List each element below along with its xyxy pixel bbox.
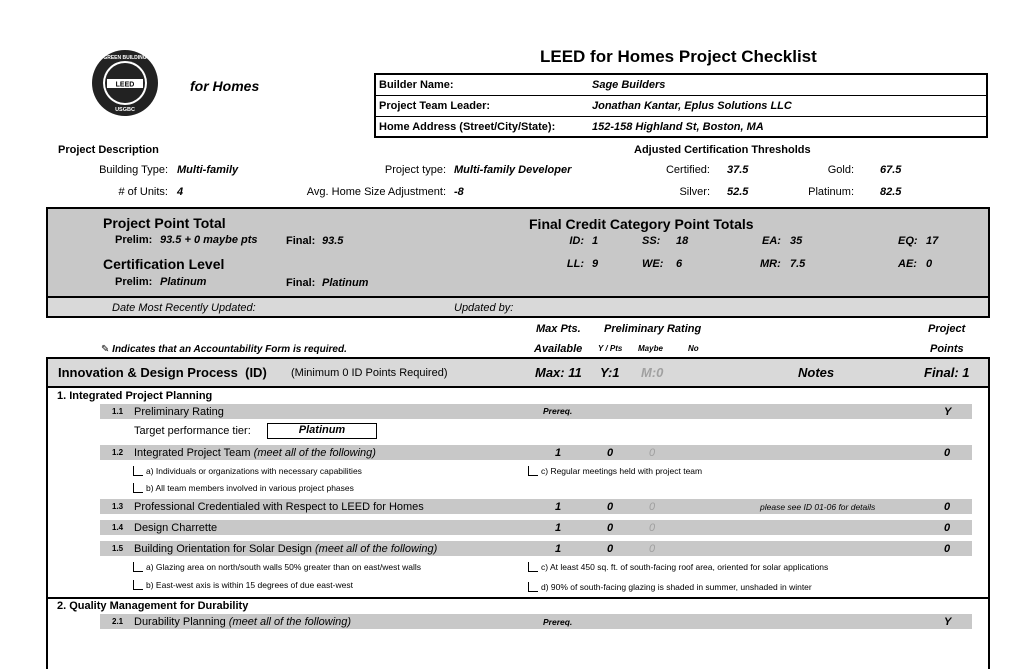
max-pts-header: Max Pts. (536, 323, 581, 335)
builder-name-row (376, 75, 986, 96)
project-description-heading: Project Description (58, 144, 159, 156)
address-value[interactable]: 152-158 Highland St, Boston, MA (592, 121, 764, 133)
ae-label: AE: (898, 258, 917, 270)
cert-prelim-value: Platinum (160, 276, 207, 288)
y-pts-header: Y / Pts (598, 344, 623, 353)
avg-size-label: Avg. Home Size Adjustment: (306, 186, 446, 198)
final-points: 93.5 (322, 235, 344, 247)
row-1-2-points: 0 (944, 447, 951, 459)
point-total-heading: Project Point Total (103, 215, 226, 231)
builder-info-table (374, 73, 988, 138)
row-2-1-max: Prereq. (543, 617, 573, 627)
checkbox-1-5a[interactable] (133, 562, 143, 572)
row-1-5-num: 1.5 (112, 544, 124, 553)
row-1-1 (100, 404, 972, 419)
platinum-value: 82.5 (880, 186, 902, 198)
section-id-final: Final: 1 (924, 365, 970, 380)
section-id-maybe: M:0 (641, 365, 664, 380)
cert-prelim-label: Prelim: (115, 276, 153, 288)
team-leader-label: Project Team Leader: (379, 100, 491, 112)
pen-icon: ✎ (101, 344, 110, 355)
date-updated-label: Date Most Recently Updated: (112, 302, 256, 314)
project-header: Project (928, 323, 966, 335)
row-1-5-label: Building Orientation for Solar Design (meet all of the following) (134, 543, 438, 555)
row-1-1-max: Prereq. (543, 406, 573, 416)
row-1-3-yes[interactable]: 0 (607, 501, 614, 513)
platinum-label: Platinum: (808, 186, 854, 198)
project-type-value[interactable]: Multi-family Developer (454, 164, 572, 176)
svg-text:GREEN BUILDING: GREEN BUILDING (103, 55, 147, 61)
row-1-4-maybe[interactable]: 0 (649, 522, 656, 534)
eq-total: 17 (926, 235, 939, 247)
team-leader-value[interactable]: Jonathan Kantar, Eplus Solutions LLC (592, 100, 792, 112)
row-1-5b-label: b) East-west axis is within 15 degrees of due east-west (146, 580, 353, 590)
updated-by-label[interactable]: Updated by: (454, 302, 514, 314)
gold-value: 67.5 (880, 164, 902, 176)
checkbox-1-5d[interactable] (528, 582, 538, 592)
row-1-1-points: Y (944, 406, 952, 418)
row-1-5-maybe[interactable]: 0 (649, 543, 656, 555)
id-total: 1 (592, 235, 599, 247)
id-label: ID: (569, 235, 584, 247)
row-1-4-max: 1 (555, 522, 562, 534)
address-label: Home Address (Street/City/State): (379, 121, 556, 133)
row-1-5c-label: c) At least 450 sq. ft. of south-facing roof area, oriented for solar applications (541, 562, 829, 572)
eq-label: EQ: (898, 235, 918, 247)
cert-final-label: Final: (286, 277, 316, 289)
prelim-rating-header: Preliminary Rating (604, 323, 702, 335)
row-1-1-label: Preliminary Rating (134, 406, 224, 418)
checkbox-1-5c[interactable] (528, 562, 538, 572)
builder-name-label: Builder Name: (379, 79, 454, 91)
category-totals-heading: Final Credit Category Point Totals (529, 216, 754, 232)
no-header: No (688, 344, 699, 353)
row-1-4-yes[interactable]: 0 (607, 522, 614, 534)
accountability-note (101, 344, 347, 355)
section-id-title: Innovation & Design Process (ID) (58, 365, 267, 380)
mr-total: 7.5 (790, 258, 806, 270)
row-1-4-label: Design Charrette (134, 522, 218, 534)
row-1-2c-label: c) Regular meetings held with project team (541, 466, 703, 476)
page-title: LEED for Homes Project Checklist (540, 47, 817, 66)
building-type-value[interactable]: Multi-family (177, 164, 239, 176)
svg-text:USGBC: USGBC (115, 107, 135, 113)
section-id-notes: Notes (798, 365, 835, 380)
row-1-2-num: 1.2 (112, 448, 124, 457)
avg-size-value: -8 (454, 186, 464, 198)
svg-text:LEED: LEED (115, 81, 135, 89)
row-1-3-max: 1 (555, 501, 562, 513)
row-1-2a-label: a) Individuals or organizations with necessary capabilities (146, 466, 362, 476)
subsection-2-title: 2. Quality Management for Durability (57, 600, 249, 612)
ll-total: 9 (592, 258, 599, 270)
checkbox-1-2c[interactable] (528, 466, 538, 476)
certified-label: Certified: (665, 164, 710, 176)
checkbox-1-5b[interactable] (133, 580, 143, 590)
row-1-5-max: 1 (555, 543, 562, 555)
row-1-3-num: 1.3 (112, 502, 124, 511)
row-1-5-yes[interactable]: 0 (607, 543, 614, 555)
team-leader-row (376, 96, 986, 117)
certified-value: 37.5 (727, 164, 749, 176)
ll-label: LL: (566, 258, 584, 270)
prelim-label: Prelim: (115, 234, 153, 246)
row-1-4 (100, 520, 972, 535)
ss-total: 18 (676, 235, 689, 247)
row-1-2-maybe[interactable]: 0 (649, 447, 656, 459)
ae-total: 0 (926, 258, 933, 270)
row-1-2-label: Integrated Project Team (meet all of the following) (134, 447, 376, 459)
row-1-3-label: Professional Credentialed with Respect to LEED for Homes (134, 501, 424, 513)
ss-label: SS: (642, 235, 661, 247)
builder-name-value[interactable]: Sage Builders (592, 79, 666, 91)
subsection-1-title: 1. Integrated Project Planning (57, 390, 213, 402)
accountability-note-text: Indicates that an Accountability Form is required. (112, 344, 347, 355)
usgbc-logo (91, 49, 159, 117)
row-1-5-points: 0 (944, 543, 951, 555)
row-1-1-num: 1.1 (112, 407, 124, 416)
row-2-1-points: Y (944, 616, 952, 628)
section-id-subtitle: (Minimum 0 ID Points Required) (291, 367, 448, 379)
section-id-yes: Y:1 (600, 365, 620, 380)
ea-total: 35 (790, 235, 803, 247)
points-header: Points (930, 343, 964, 355)
final-label: Final: (286, 235, 316, 247)
checkbox-1-2b[interactable] (133, 483, 143, 493)
section-id-max: Max: 11 (535, 365, 582, 380)
mr-label: MR: (760, 258, 781, 270)
row-1-2-max: 1 (555, 447, 562, 459)
we-label: WE: (642, 258, 664, 270)
row-1-2-yes[interactable]: 0 (607, 447, 614, 459)
available-header: Available (534, 343, 583, 355)
maybe-header: Maybe (638, 344, 663, 353)
row-1-3-notes: please see ID 01-06 for details (760, 502, 876, 512)
section-separator (46, 597, 990, 599)
row-1-3-points: 0 (944, 501, 951, 513)
row-1-5d-label: d) 90% of south-facing glazing is shaded in summer, unshaded in winter (541, 582, 812, 592)
row-1-2b-label: b) All team members involved in various project phases (146, 483, 354, 493)
row-1-3-maybe[interactable]: 0 (649, 501, 656, 513)
we-total: 6 (676, 258, 683, 270)
row-1-4-num: 1.4 (112, 523, 124, 532)
checkbox-1-2a[interactable] (133, 466, 143, 476)
logo-suffix: for Homes (190, 78, 260, 94)
silver-value: 52.5 (727, 186, 749, 198)
tier-label: Target performance tier: (134, 425, 251, 437)
silver-label: Silver: (679, 186, 710, 198)
address-row (376, 117, 986, 138)
project-type-label: Project type: (384, 164, 446, 176)
cert-final-value: Platinum (322, 277, 369, 289)
building-type-label: Building Type: (99, 164, 168, 176)
tier-value: Platinum (298, 424, 346, 436)
units-value[interactable]: 4 (177, 186, 184, 198)
thresholds-heading: Adjusted Certification Thresholds (634, 144, 811, 156)
gold-label: Gold: (827, 164, 854, 176)
row-1-4-points: 0 (944, 522, 951, 534)
prelim-points: 93.5 + 0 maybe pts (160, 234, 258, 246)
row-2-1-label: Durability Planning (meet all of the following) (134, 616, 352, 628)
ea-label: EA: (762, 235, 781, 247)
cert-level-heading: Certification Level (103, 256, 225, 272)
row-2-1-num: 2.1 (112, 617, 124, 626)
units-label: # of Units: (118, 186, 168, 198)
row-1-5a-label: a) Glazing area on north/south walls 50% greater than on east/west walls (146, 562, 421, 572)
